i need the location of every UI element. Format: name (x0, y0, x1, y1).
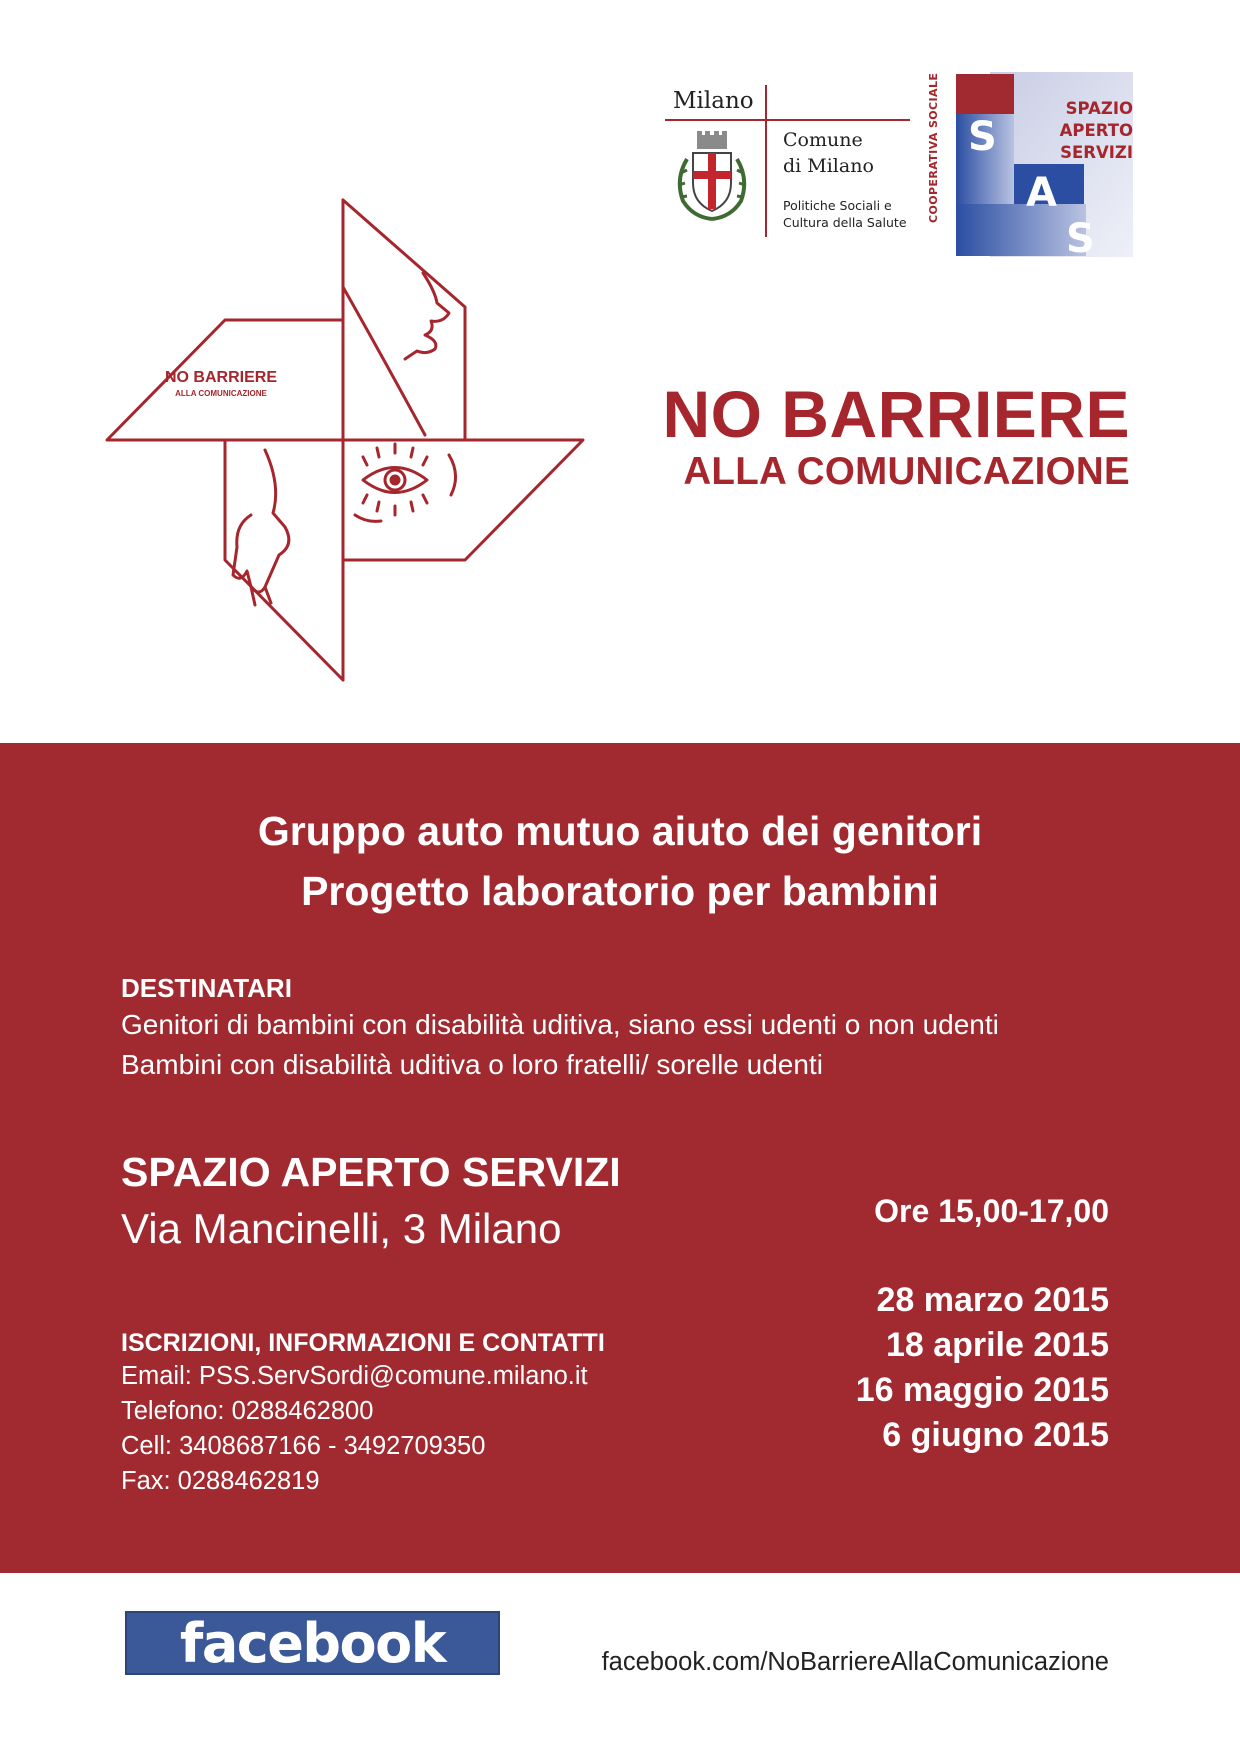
facebook-logo (125, 1611, 500, 1675)
comune-line-2: di Milano (783, 155, 874, 177)
venue-name: SPAZIO APERTO SERVIZI (121, 1149, 621, 1195)
sas-name-line-2: APERTO (1059, 121, 1133, 140)
venue-address: Via Mancinelli, 3 Milano (121, 1205, 562, 1252)
contact-fax: Fax: 0288462819 (121, 1467, 320, 1495)
sas-name-line-3: SERVIZI (1060, 143, 1133, 162)
destinatari-line: Genitori di bambini con disabilità uditiva, siano essi udenti o non udenti (121, 1009, 999, 1040)
title-line-2: ALLA COMUNICAZIONE (683, 450, 1130, 493)
date-item: 16 maggio 2015 (855, 1371, 1109, 1409)
milano-wordmark: Milano (673, 88, 754, 114)
facebook-url: facebook.com/NoBarriereAllaComunicazione (601, 1648, 1109, 1676)
department-name (783, 197, 907, 231)
sas-cooperativa-label: COOPERATIVA SOCIALE (927, 72, 940, 223)
comune-milano-logo (665, 85, 910, 240)
department-line-1: Politiche Sociali e (783, 198, 892, 213)
destinatari-section (121, 971, 999, 1085)
date-item: 6 giugno 2015 (882, 1416, 1109, 1454)
contact-phone: Telefono: 0288462800 (121, 1397, 374, 1425)
info-band (0, 743, 1240, 1573)
contacts-title: ISCRIZIONI, INFORMAZIONI E CONTATTI (121, 1329, 605, 1357)
schedule-dates (856, 1278, 1109, 1458)
comune-line-1: Comune (783, 129, 863, 151)
sas-letter-2: A (1026, 170, 1057, 216)
pinwheel-label-line-2: ALLA COMUNICAZIONE (175, 389, 267, 398)
department-line-2: Cultura della Salute (783, 215, 907, 230)
headline-line-1: Gruppo auto mutuo aiuto dei genitori (257, 808, 983, 854)
facebook-wordmark: facebook (179, 1612, 446, 1675)
sas-name-line-1: SPAZIO (1065, 99, 1133, 118)
destinatari-line: Bambini con disabilità uditiva o loro fratelli/ sorelle udenti (121, 1049, 823, 1080)
contacts-section (121, 1327, 605, 1499)
headline (0, 801, 1240, 921)
pinwheel-illustration (105, 195, 590, 685)
date-item: 18 aprile 2015 (885, 1326, 1109, 1364)
poster-title (630, 378, 1130, 494)
date-item: 28 marzo 2015 (876, 1281, 1109, 1319)
comune-name (783, 127, 874, 179)
sas-name (1060, 98, 1133, 164)
schedule-hours: Ore 15,00-17,00 (874, 1193, 1109, 1229)
sas-logo (928, 72, 1133, 257)
destinatari-title: DESTINATARI (121, 973, 292, 1003)
contact-email: Email: PSS.ServSordi@comune.milano.it (121, 1362, 588, 1390)
logo-divider-horizontal (665, 119, 910, 121)
milano-crest-icon (673, 129, 751, 225)
logo-divider-vertical (765, 85, 767, 237)
contact-cell: Cell: 3408687166 - 3492709350 (121, 1432, 486, 1460)
title-line-1: NO BARRIERE (662, 377, 1130, 451)
sas-letter-1: S (968, 114, 997, 160)
sas-letter-3: S (1066, 216, 1095, 257)
pinwheel-label-line-1: NO BARRIERE (164, 369, 278, 386)
headline-line-2: Progetto laboratorio per bambini (301, 868, 939, 914)
